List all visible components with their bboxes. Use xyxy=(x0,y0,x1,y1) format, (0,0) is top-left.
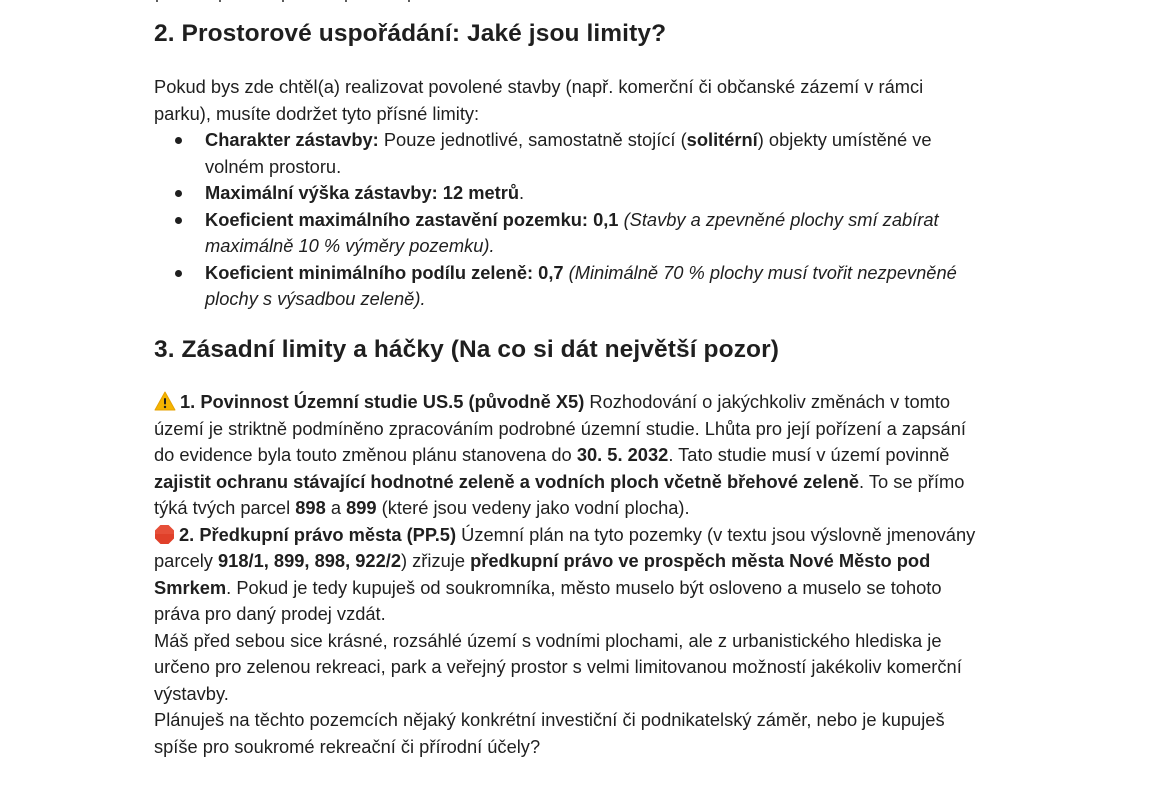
item-text: . xyxy=(519,182,525,203)
item-bold: solitérní xyxy=(686,129,758,150)
list-item-max-coverage xyxy=(205,207,995,260)
point-2-text: . Pokud je tedy kupuješ od soukromníka, město muselo být osloveno a muselo se tohoto práva pro daný prodej vzdát. xyxy=(154,576,942,624)
item-note: (Minimálně 70 % plochy musí tvořit nezpevněné plochy s výsadbou zeleně). xyxy=(205,261,957,309)
point-2-paragraph xyxy=(154,522,984,628)
point-1-text: Rozhodování o jakýchkoliv změnách v tomto území je striktně podmíněno zpracováním podrobné územní studie. Lhůta pro její pořízení a zapsání do evidence byla touto změnou plánu stanovena do xyxy=(154,391,966,465)
point-1-text: . To se přímo týká tvých parcel xyxy=(154,470,965,518)
section-2-intro: Pokud bys zde chtěl(a) realizovat povolené stavby (např. komerční či občanské zázemí v rámci parku), musíte dodržet tyto přísné limity: xyxy=(154,76,924,124)
section-2-heading: 2. Prostorové uspořádání: Jaké jsou limity? xyxy=(154,20,667,47)
stop-sign-icon xyxy=(154,524,175,545)
section-3-body xyxy=(154,389,984,760)
question-paragraph: Plánuješ na těchto pozemcích nějaký konkrétní investiční či podnikatelský záměr, nebo je kupuješ spíše pro soukromé rekreační či přírodní účely? xyxy=(154,709,945,757)
point-2-bold: předkupní právo ve prospěch města Nové Město pod Smrkem xyxy=(154,550,931,598)
section-3-heading: 3. Zásadní limity a háčky (Na co si dát největší pozor) xyxy=(154,336,779,363)
parcel-number: 898 xyxy=(295,497,326,518)
item-label: Charakter zástavby: xyxy=(205,129,379,150)
point-1-title: 1. Povinnost Územní studie US.5 (původně X5) xyxy=(180,391,585,412)
item-text: Pouze jednotlivé, samostatně stojící ( xyxy=(378,129,687,150)
item-text: ) objekty umístěné ve volném prostoru. xyxy=(205,129,932,177)
point-1-text: a xyxy=(325,497,347,518)
list-item-min-greenery xyxy=(205,260,995,313)
limits-list xyxy=(154,127,995,313)
item-label: Maximální výška zástavby: 12 metrů xyxy=(205,182,519,203)
point-1-text: (které jsou vedeny jako vodní plocha). xyxy=(376,497,690,518)
point-2-title: 2. Předkupní právo města (PP.5) xyxy=(179,523,457,545)
cropped-previous-line xyxy=(154,0,438,8)
parcel-list: 918/1, 899, 898, 922/2 xyxy=(218,550,401,571)
point-1-text: . Tato studie musí v území povinně xyxy=(668,444,950,465)
item-label: Koeficient minimálního podílu zeleně: 0,7 xyxy=(205,261,564,283)
item-label: Koeficient maximálního zastavění pozemku: 0,1 xyxy=(205,208,619,230)
deadline-date: 30. 5. 2032 xyxy=(576,444,669,465)
warning-icon xyxy=(154,391,176,411)
list-item-max-height xyxy=(205,180,995,207)
point-1-bold: zajistit ochranu stávající hodnotné zeleně a vodních ploch včetně břehové zeleně xyxy=(154,470,860,492)
parcel-number: 899 xyxy=(346,497,377,518)
item-note: (Stavby a zpevněné plochy smí zabírat maximálně 10 % výměry pozemku). xyxy=(205,208,939,256)
summary-paragraph: Máš před sebou sice krásné, rozsáhlé území s vodními plochami, ale z urbanistického hlediska je určeno pro zelenou rekreaci, park a veřejný prostor s velmi limitovanou možností jakékoliv komerční výstavby. xyxy=(154,629,962,704)
point-2-text: ) zřizuje xyxy=(401,550,471,571)
point-1-paragraph xyxy=(154,389,984,522)
list-item-character xyxy=(205,127,995,180)
point-2-text: Územní plán na tyto pozemky (v textu jsou výslovně jmenovány parcely xyxy=(154,523,976,571)
